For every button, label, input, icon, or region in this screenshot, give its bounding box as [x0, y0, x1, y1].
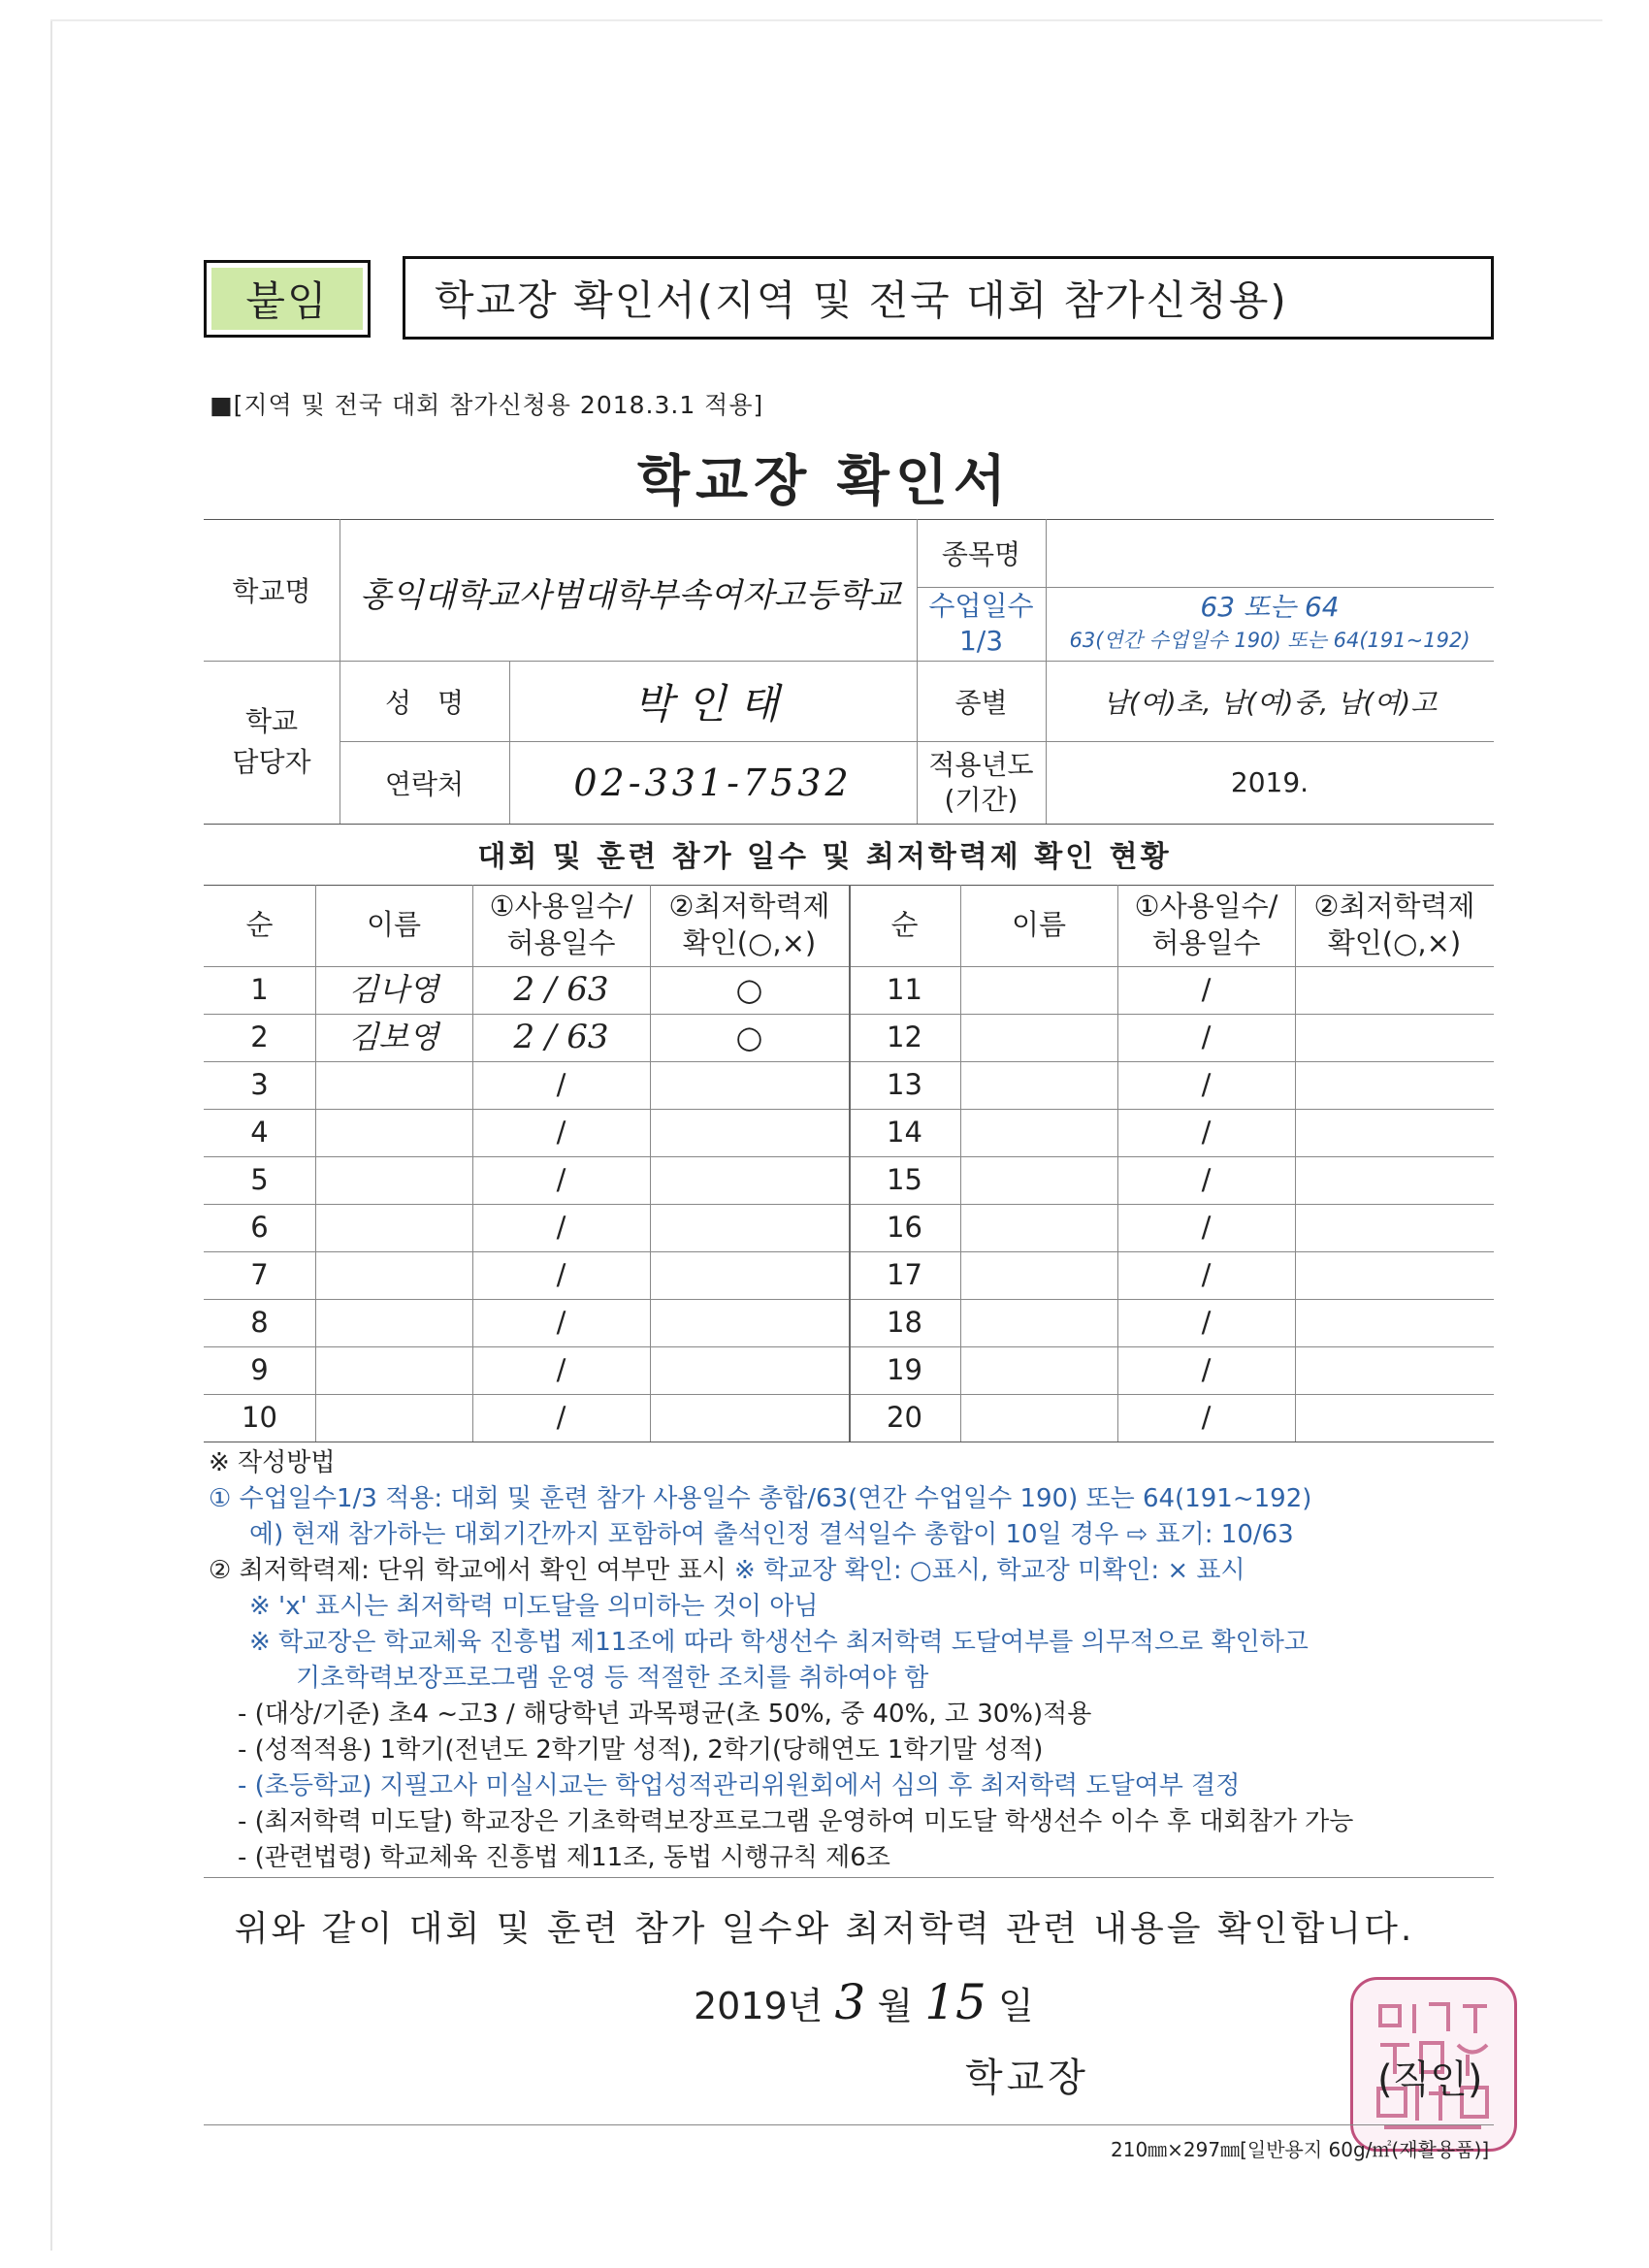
used-allowed-days: 2 / 63	[513, 970, 609, 1010]
school-days-label-line2: 1/3	[958, 625, 1004, 657]
bullet-below-minimum: - (최저학력 미도달) 학교장은 기초학력보장프로그램 운영하여 미도달 학생선수 이수 후 대회참가 가능	[238, 1807, 1354, 1836]
contact-label: 연락처	[384, 767, 465, 800]
used-allowed-days: /	[1201, 1257, 1212, 1291]
header-academic-left-line1: ②최저학력제	[668, 890, 830, 923]
notes-heading: ※ 작성방법	[209, 1448, 336, 1477]
academic-check	[1295, 1346, 1494, 1394]
academic-check	[650, 1394, 849, 1442]
school-days-label	[917, 587, 1046, 661]
note-1-example: 예) 현재 참가하는 대회기간까지 포함하여 출석인정 결석일수 총합이 10일 경우 ⇨ 표기: 10/63	[249, 1520, 1294, 1549]
header-days-right-line1: ①사용일수/	[1134, 890, 1278, 923]
note-2-text: ② 최저학력제: 단위 학교에서 확인 여부만 표시	[209, 1556, 735, 1585]
bullet-grades: - (성적적용) 1학기(전년도 2학기말 성적), 2학기(당해연도 1학기말 성적)	[238, 1735, 1044, 1765]
used-allowed-days: /	[1201, 1020, 1212, 1053]
document-title: 학교장 확인서(지역 및 전국 대회 참가신청용)	[435, 276, 1288, 324]
used-allowed-days: /	[1201, 1305, 1212, 1339]
header-days-left-line1: ①사용일수/	[489, 890, 633, 923]
row-number: 8	[250, 1305, 269, 1339]
note-1: ① 수업일수1/3 적용: 대회 및 훈련 참가 사용일수 총합/63(연간 수업일수 190) 또는 64(191~192)	[209, 1484, 1312, 1513]
bullet-target: - (대상/기준) 초4 ~고3 / 해당학년 과목평균(초 50%, 중 40%, 고 30%)적용	[238, 1700, 1092, 1729]
bullet-elementary: - (초등학교) 지필고사 미실시교는 학업성적관리위원회에서 심의 후 최저학력 도달여부 결정	[238, 1771, 1241, 1800]
academic-check	[650, 1251, 849, 1299]
header-no-right	[849, 885, 960, 966]
date-month: 3	[834, 1974, 866, 2030]
note-2-obligation-cont: 기초학력보장프로그램 운영 등 적절한 조치를 취하여야 함	[296, 1664, 929, 1693]
student-name	[960, 966, 1117, 1014]
form-subtitle: ■[지역 및 전국 대회 참가신청용 2018.3.1 적용]	[210, 391, 764, 419]
row-number: 3	[250, 1067, 269, 1101]
student-name	[315, 1346, 472, 1394]
used-allowed-days: /	[1201, 1115, 1212, 1149]
staff-label-line2: 담당자	[232, 746, 311, 778]
row-number: 16	[887, 1210, 922, 1244]
academic-check	[650, 1204, 849, 1251]
main-title: 학교장 확인서	[636, 450, 1013, 513]
used-allowed-days: /	[556, 1067, 566, 1101]
section-title: 대회 및 훈련 참가 일수 및 최저학력제 확인 현황	[477, 840, 1172, 874]
used-allowed-days: /	[556, 1400, 566, 1434]
year-label-line2: (기간)	[944, 783, 1018, 816]
note-2-x-meaning: ※ 'x' 표시는 최저학력 미도달을 의미하는 것이 아님	[249, 1592, 819, 1621]
used-allowed-days: /	[1201, 972, 1212, 1006]
row-number: 4	[250, 1115, 269, 1149]
header-days-right-line2: 허용일수	[1151, 926, 1261, 959]
bullet-law: - (관련법령) 학교체육 진흥법 제11조, 동법 시행규칙 제6조	[238, 1843, 890, 1872]
used-allowed-days: /	[1201, 1400, 1212, 1434]
academic-check	[1295, 1014, 1494, 1061]
row-number: 14	[887, 1115, 922, 1149]
row-number: 9	[250, 1352, 269, 1386]
event-label: 종목명	[941, 538, 1021, 570]
header-name-right-line1: 이름	[1011, 908, 1067, 942]
academic-check	[1295, 1156, 1494, 1204]
row-number: 6	[250, 1210, 269, 1244]
academic-check	[1295, 1204, 1494, 1251]
student-name	[315, 1156, 472, 1204]
school-days-value-line1: 63 또는 64	[1200, 591, 1340, 623]
student-name	[960, 1251, 1117, 1299]
note-2-obligation: ※ 학교장은 학교체육 진흥법 제11조에 따라 학생선수 최저학력 도달여부를 의무적으로 확인하고	[249, 1628, 1309, 1657]
page-edge-top	[50, 19, 1602, 21]
used-allowed-days: /	[556, 1257, 566, 1291]
confirmation-statement: 위와 같이 대회 및 훈련 참가 일수와 최저학력 관련 내용을 확인합니다.	[234, 1909, 1415, 1949]
attachment-tag-label: 붙임	[211, 268, 363, 330]
principal-label: 학교장	[965, 2056, 1089, 2100]
row-number: 12	[887, 1020, 922, 1053]
header-name-left-line1: 이름	[366, 908, 422, 942]
student-name	[960, 1346, 1117, 1394]
attachment-tag	[204, 260, 371, 338]
header-academic-right	[1295, 885, 1494, 966]
row-number: 11	[887, 972, 922, 1006]
document-title-box	[403, 256, 1494, 340]
school-days-value	[1046, 587, 1494, 661]
academic-check	[1295, 1394, 1494, 1442]
academic-check: ○	[735, 1018, 763, 1055]
row-number: 20	[887, 1400, 922, 1434]
student-name	[315, 1394, 472, 1442]
year-label	[917, 741, 1046, 824]
note-2-mark: ※ 학교장 확인: ○표시, 학교장 미확인: × 표시	[734, 1556, 1245, 1585]
gender-label: 종별	[954, 686, 1008, 719]
used-allowed-days: /	[1201, 1067, 1212, 1101]
used-allowed-days: /	[1201, 1162, 1212, 1196]
academic-check	[1295, 1109, 1494, 1156]
academic-check	[650, 1299, 849, 1346]
note-2	[209, 1553, 1508, 1589]
header-days-left-line2: 허용일수	[506, 926, 616, 959]
date-day-unit: 일	[997, 1985, 1034, 2027]
row-number: 5	[250, 1162, 269, 1196]
year-value: 2019.	[1230, 766, 1310, 798]
student-name: 김나영	[348, 970, 439, 1008]
used-allowed-days: /	[1201, 1210, 1212, 1244]
row-number: 18	[887, 1305, 922, 1339]
student-name	[315, 1299, 472, 1346]
student-name	[960, 1299, 1117, 1346]
academic-check	[650, 1156, 849, 1204]
header-academic-right-line1: ②최저학력제	[1313, 890, 1475, 923]
header-academic-left-line2: 확인(○,×)	[682, 926, 817, 959]
student-name	[960, 1204, 1117, 1251]
row-number: 13	[887, 1067, 922, 1101]
student-name	[315, 1109, 472, 1156]
student-name	[960, 1156, 1117, 1204]
student-name	[960, 1061, 1117, 1109]
header-academic-left	[650, 885, 849, 966]
row-number: 15	[887, 1162, 922, 1196]
school-days-label-line1: 수업일수	[928, 590, 1034, 622]
academic-check	[650, 1109, 849, 1156]
student-name	[315, 1204, 472, 1251]
student-name	[315, 1251, 472, 1299]
year-label-line1: 적용년도	[928, 748, 1034, 781]
row-number: 17	[887, 1257, 922, 1291]
event-value	[1046, 519, 1494, 587]
row-number: 2	[250, 1020, 269, 1053]
confirmation-date	[694, 1974, 1034, 2030]
academic-check	[650, 1346, 849, 1394]
academic-check	[1295, 966, 1494, 1014]
header-name-right	[960, 885, 1117, 966]
header-no-right-line1: 순	[890, 908, 919, 942]
academic-check	[1295, 1061, 1494, 1109]
academic-check	[650, 1061, 849, 1109]
header-days-left	[472, 885, 650, 966]
student-name	[960, 1014, 1117, 1061]
used-allowed-days: /	[556, 1352, 566, 1386]
school-name-label: 학교명	[232, 575, 311, 607]
used-allowed-days: /	[556, 1210, 566, 1244]
date-day: 15	[924, 1974, 986, 2030]
staff-label	[204, 661, 340, 824]
header-academic-right-line2: 확인(○,×)	[1327, 926, 1462, 959]
contact-value: 02-331-7532	[573, 761, 853, 804]
info-line	[204, 824, 1494, 825]
writing-notes	[209, 1445, 1508, 1876]
header-no-left	[204, 885, 315, 966]
row-number: 7	[250, 1257, 269, 1291]
row-number: 19	[887, 1352, 922, 1386]
paper-spec: 210㎜×297㎜[일반용지 60g/㎡(재활용품)]	[1111, 2138, 1490, 2161]
school-name-value: 홍익대학교사범대학부속여자고등학교	[359, 575, 902, 615]
student-name	[315, 1061, 472, 1109]
row-number: 10	[242, 1400, 277, 1434]
name-label: 성 명	[385, 686, 464, 719]
student-name	[960, 1394, 1117, 1442]
used-allowed-days: /	[556, 1115, 566, 1149]
used-allowed-days: /	[556, 1305, 566, 1339]
used-allowed-days: /	[556, 1162, 566, 1196]
notes-divider	[204, 1877, 1494, 1878]
row-number: 1	[250, 972, 269, 1006]
staff-label-line1: 학교	[244, 705, 299, 737]
date-year: 2019년	[694, 1985, 824, 2027]
footer-divider	[204, 2124, 1494, 2125]
staff-name-value: 박인태	[633, 679, 792, 728]
academic-check: ○	[735, 970, 763, 1008]
date-month-unit: 월	[877, 1985, 914, 2027]
student-name	[960, 1109, 1117, 1156]
seal-label: (직인)	[1377, 2057, 1483, 2102]
header-name-left	[315, 885, 472, 966]
header-no-left-line1: 순	[245, 908, 274, 942]
student-name: 김보영	[348, 1018, 439, 1055]
header-days-right	[1117, 885, 1295, 966]
used-allowed-days: 2 / 63	[513, 1018, 609, 1057]
used-allowed-days: /	[1201, 1352, 1212, 1386]
gender-value: 남(여)초, 남(여)중, 남(여)고	[1102, 686, 1438, 719]
academic-check	[1295, 1251, 1494, 1299]
school-days-value-line2: 63(연간 수업일수 190) 또는 64(191~192)	[1069, 629, 1471, 652]
academic-check	[1295, 1299, 1494, 1346]
